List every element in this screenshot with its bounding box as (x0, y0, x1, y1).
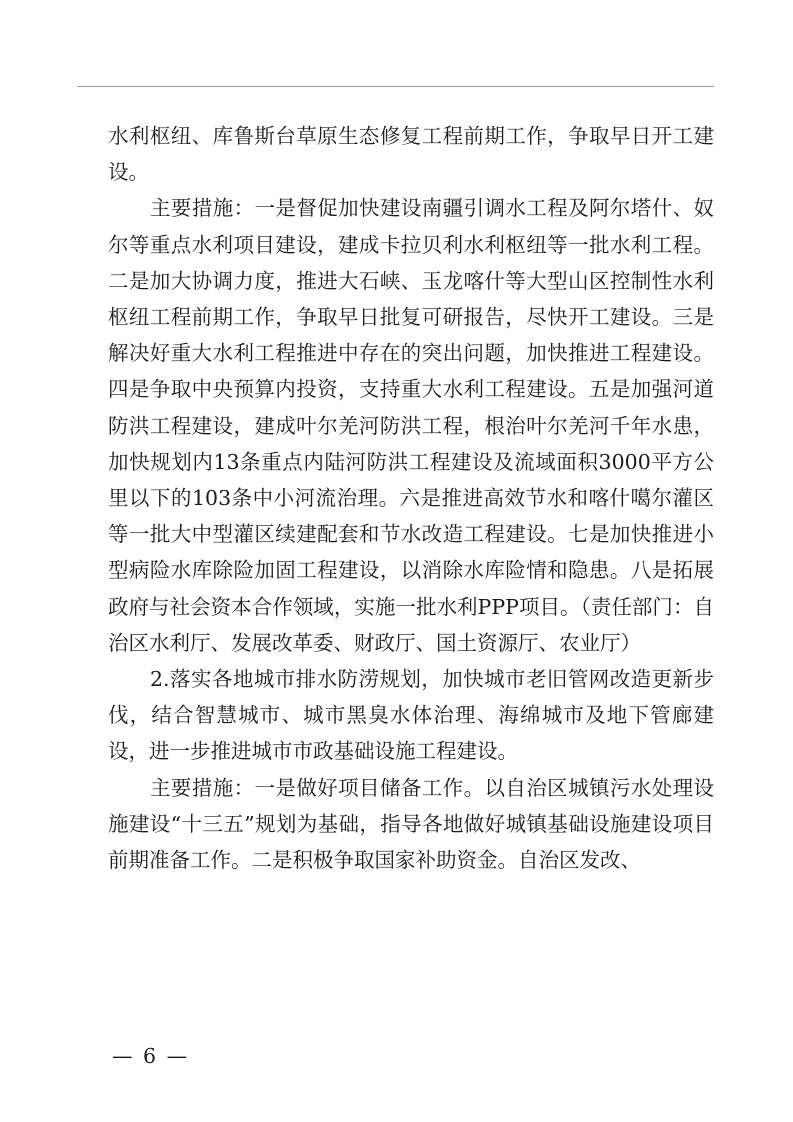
page-number: — 6 — (112, 1044, 190, 1068)
body-text (108, 118, 714, 878)
paragraph-4: 主要措施：一是做好项目储备工作。以自治区城镇污水处理设施建设“十三五”规划为基础，指导各地做好城镇基础设施建设项目前期准备工作。二是积极争取国家补助资金。自治区发改、 (108, 775, 714, 873)
paragraph-2: 主要措施：一是督促加快建设南疆引调水工程及阿尔塔什、奴尔等重点水利项目建设，建成卡拉贝利水利枢纽等一批水利工程。二是加大协调力度，推进大石峡、玉龙喀什等大型山区控制性水利枢纽工程前期工作，争取早日批复可研报告，尽快开工建设。三是解决好重大水利工程推进中存在的突出问题，加快推进工程建设。四是争取中央预算内投资，支持重大水利工程建设。五是加强河道防洪工程建设，建成叶尔羌河防洪工程，根治叶尔羌河千年水患，加快规划内13条重点内陆河防洪工程建设及流域面积3000平方公里以下的103条中小河流治理。六是推进高效节水和喀什噶尔灌区等一批大中型灌区续建配套和节水改造工程建设。七是加快推进小型病险水库除险加固工程建设，以消除水库险情和隐患。八是拓展政府与社会资本合作领域，实施一批水利PPP项目。（责任部门：自治区水利厅、发展改革委、财政厅、国土资源厅、农业厅） (108, 196, 714, 655)
header-rule (77, 86, 714, 87)
paragraph-1: 水利枢纽、库鲁斯台草原生态修复工程前期工作，争取早日开工建设。 (108, 124, 714, 185)
paragraph-3: 2.落实各地城市排水防涝规划，加快城市老旧管网改造更新步伐，结合智慧城市、城市黑臭水体治理、海绵城市及地下管廊建设，进一步推进城市市政基础设施工程建设。 (108, 667, 714, 764)
